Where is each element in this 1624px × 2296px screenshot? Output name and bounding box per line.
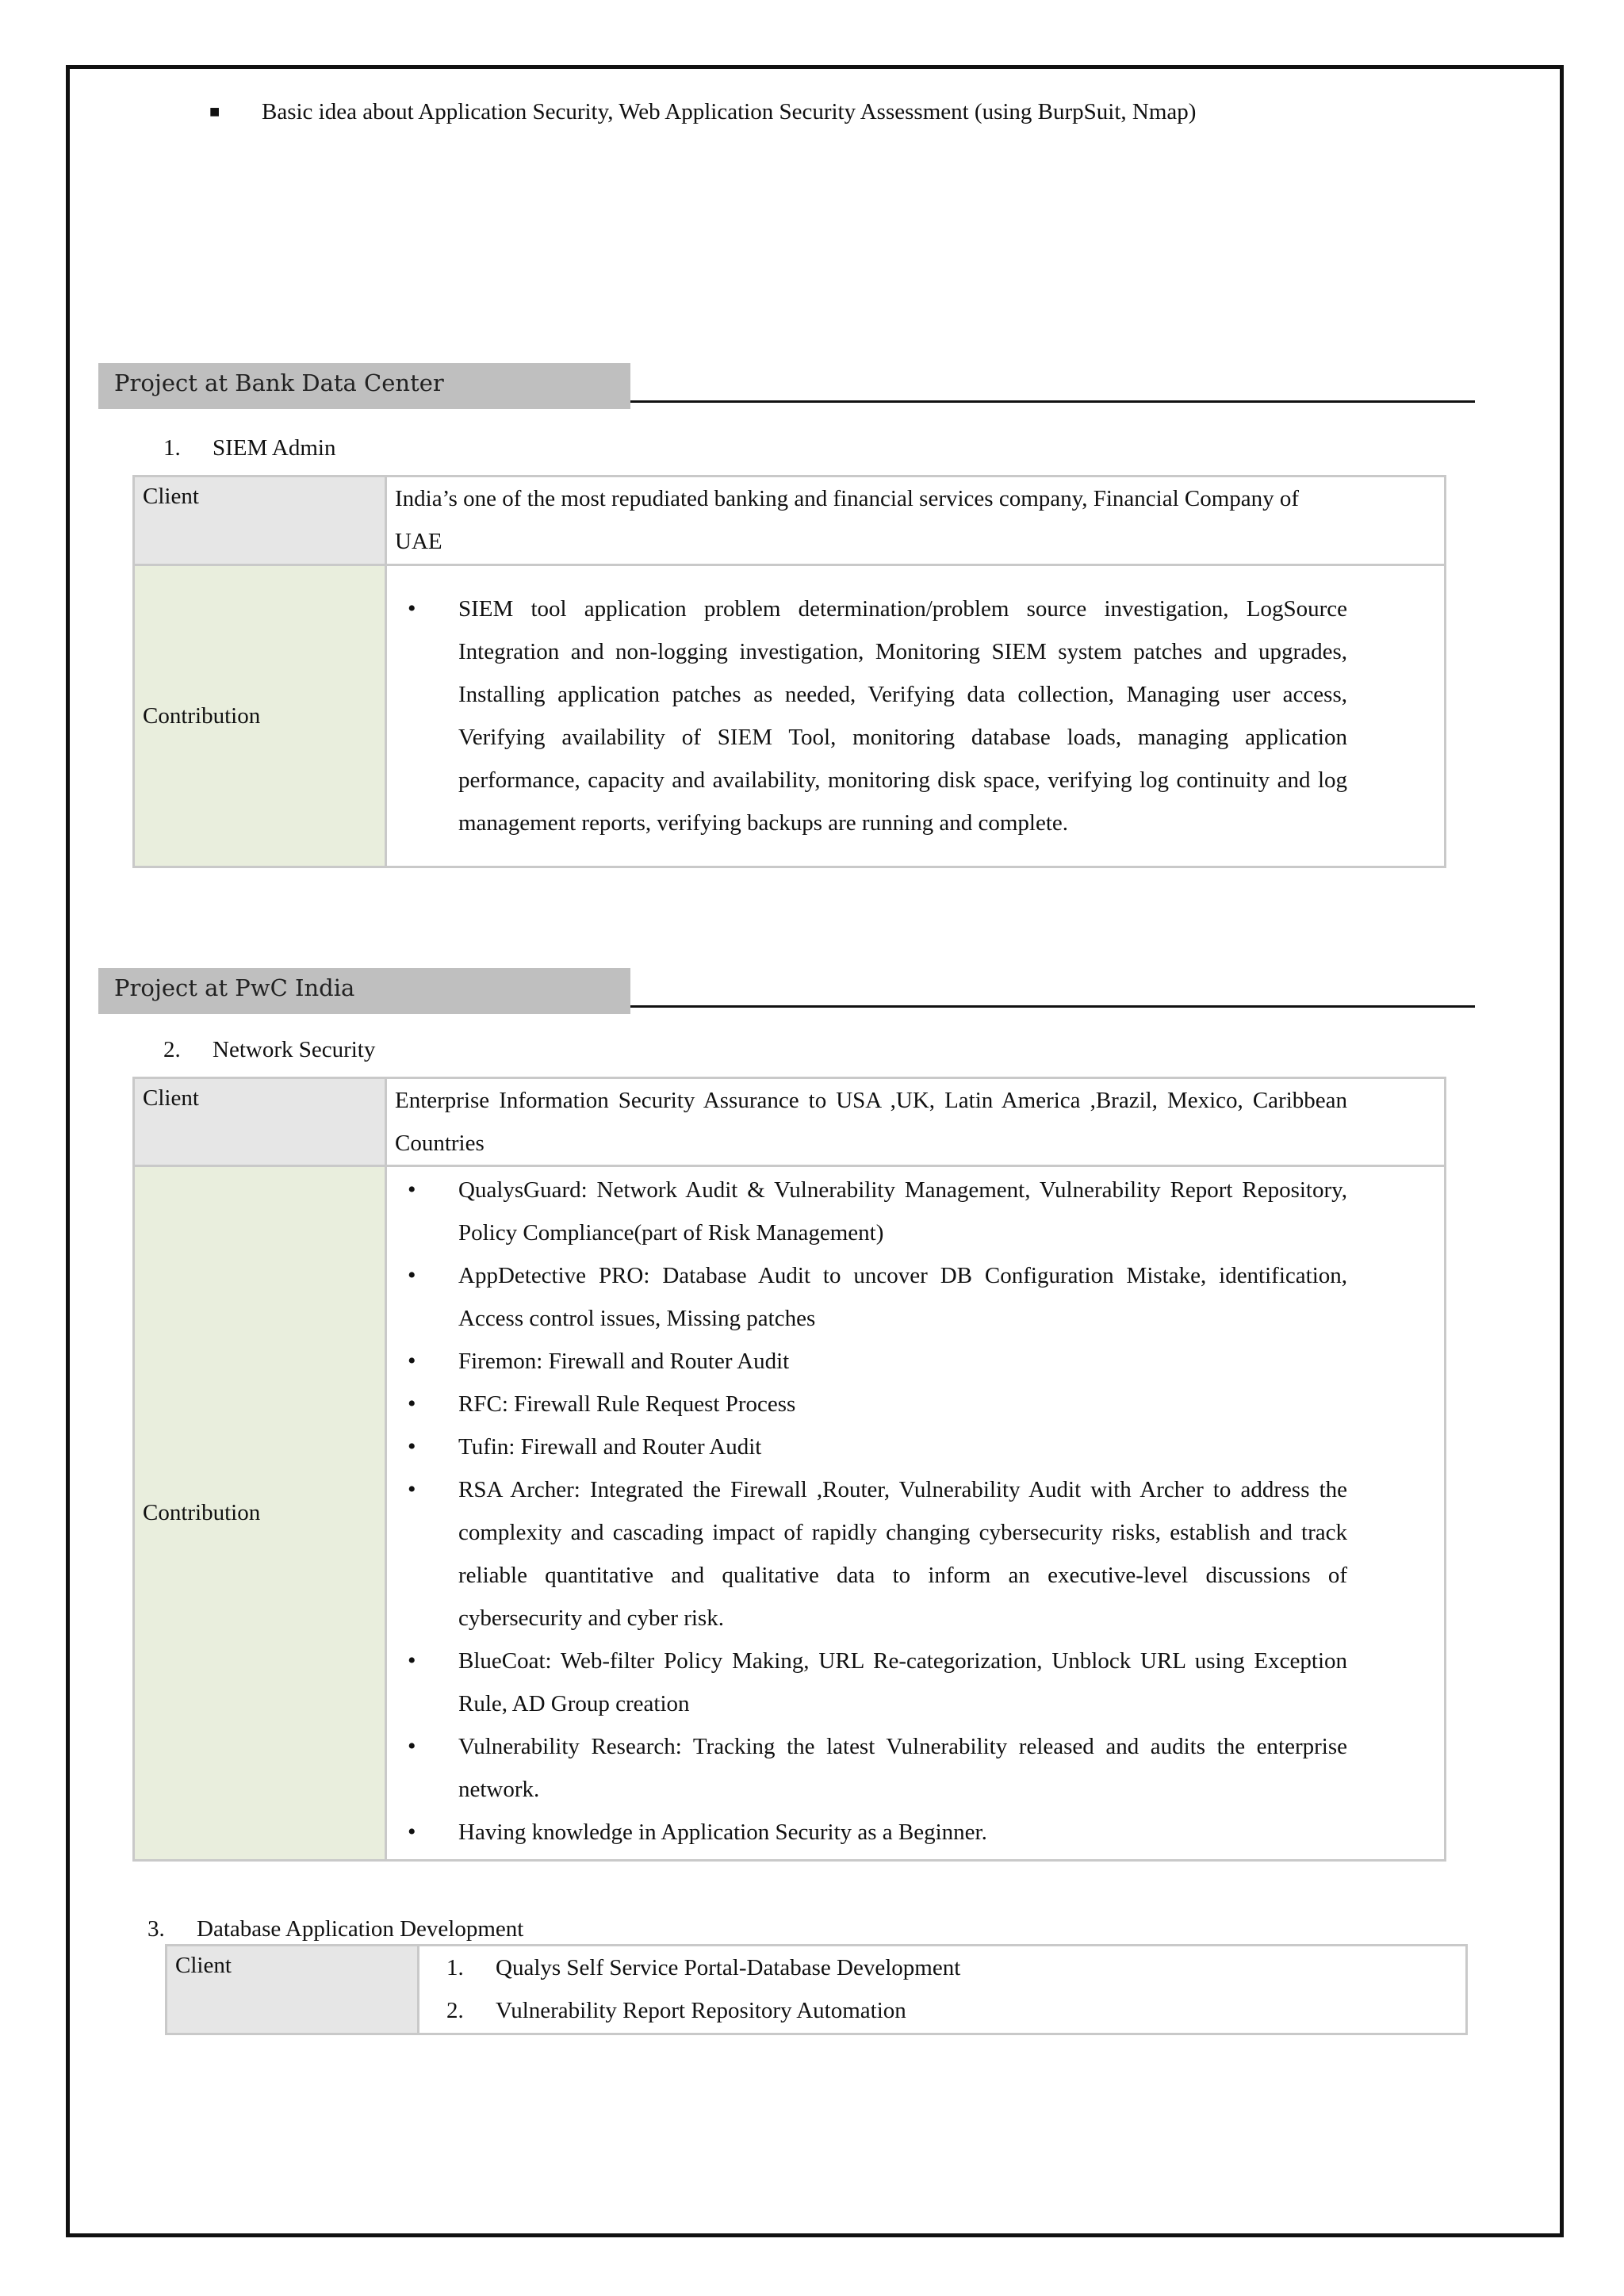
contribution-label: Contribution [143, 1500, 261, 1525]
client-value-cell [419, 1946, 1467, 2034]
project-name: Database Application Development [197, 1916, 524, 1942]
list-item: • RSA Archer: Integrated the Firewall ,Router, Vulnerability Audit with Archer to address the complexity and cascading impact of rapidly changing cybersecurity risks, establish and track reliable quantitative and qualitative data to inform an executive-level discussions of cybersecurity and cyber risk. [395, 1468, 1347, 1640]
section-rule [630, 1005, 1475, 1008]
client-value: Enterprise Information Security Assurance to USA ,UK, Latin America ,Brazil, Mexico, Caribbean Countries [395, 1088, 1347, 1156]
list-item: • RFC: Firewall Rule Request Process [395, 1383, 1347, 1425]
list-item: • QualysGuard: Network Audit & Vulnerability Management, Vulnerability Report Repository, Policy Compliance(part of Risk Management) [395, 1169, 1347, 1254]
list-item: • Tufin: Firewall and Router Audit [395, 1425, 1347, 1468]
section-heading-label: Project at PwC India [98, 968, 630, 1014]
section-rule [630, 400, 1475, 403]
client-value-cell [386, 476, 1446, 565]
client-value-cell [386, 1078, 1446, 1166]
square-bullet-icon: ■ [209, 101, 220, 121]
list-item: • Vulnerability Research: Tracking the latest Vulnerability released and audits the enterprise network. [395, 1725, 1347, 1811]
list-item: • Firemon: Firewall and Router Audit [395, 1340, 1347, 1383]
client-label-cell [134, 1078, 386, 1166]
client-label: Client [175, 1953, 232, 1978]
item-text: Vulnerability Report Repository Automation [496, 1998, 906, 2023]
project-name: Network Security [213, 1037, 376, 1062]
project-number: 2. [163, 1037, 181, 1062]
client-label-cell [167, 1946, 419, 2034]
section-heading-label: Project at Bank Data Center [98, 363, 630, 409]
section-heading-pwc [98, 968, 1475, 1014]
contribution-value-cell [386, 565, 1446, 867]
client-label: Client [143, 1085, 199, 1111]
section-heading-bank [98, 363, 1475, 409]
contribution-label-cell [134, 565, 386, 867]
list-item: • AppDetective PRO: Database Audit to uncover DB Configuration Mistake, identification, Access control issues, Missing patches [395, 1254, 1347, 1340]
list-item [427, 1946, 1457, 1989]
client-value: India’s one of the most repudiated banking and financial services company, Financial Company of UAE [395, 486, 1300, 554]
project-table-2 [132, 1077, 1446, 1862]
client-list [427, 1946, 1457, 2032]
list-item: • SIEM tool application problem determination/problem source investigation, LogSource Integration and non-logging investigation, Monitoring SIEM system patches and upgrades, Installing application patches as needed, Verifying data collection, Managing user access, Verifying availability of SIEM Tool, monitoring database loads, managing application performance, capacity and availability, monitoring disk space, verifying log continuity and log management reports, verifying backups are running and complete. [395, 587, 1347, 844]
project-title-1 [163, 427, 336, 469]
list-item: • BlueCoat: Web-filter Policy Making, URL Re-categorization, Unblock URL using Exception Rule, AD Group creation [395, 1640, 1347, 1725]
contribution-list [395, 587, 1436, 844]
contribution-list [395, 1169, 1436, 1854]
contribution-label: Contribution [143, 702, 261, 729]
list-item: • Having knowledge in Application Security as a Beginner. [395, 1811, 1347, 1854]
project-number: 3. [147, 1916, 165, 1942]
project-number: 1. [163, 435, 181, 461]
item-number: 2. [446, 1998, 464, 2023]
project-title-2 [163, 1028, 375, 1071]
project-table-1 [132, 475, 1446, 868]
intro-bullet-text: Basic idea about Application Security, Web Application Security Assessment (using BurpSuit, Nmap) [262, 99, 1197, 124]
contribution-value-cell [386, 1166, 1446, 1861]
item-text: Qualys Self Service Portal-Database Development [496, 1955, 961, 1980]
contribution-label-cell [134, 1166, 386, 1861]
project-name: SIEM Admin [213, 435, 336, 461]
item-number: 1. [446, 1955, 464, 1980]
client-label: Client [143, 484, 199, 509]
client-label-cell [134, 476, 386, 565]
project-table-3 [165, 1944, 1468, 2035]
list-item [427, 1989, 1457, 2032]
